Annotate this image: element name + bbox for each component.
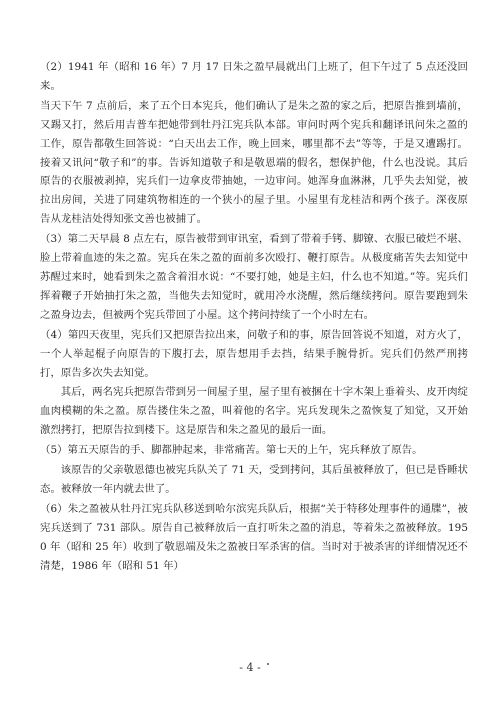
paragraph-5: 其后，两名宪兵把原告带到另一间屋子里，屋子里有被捆在十字木架上垂着头、皮开肉绽血肉模糊的朱之盈。原告搂住朱之盈，叫着他的名字。宪兵发现朱之盈恢复了知觉，又开始激烈拷打，把原告拉到楼下。这是原告和朱之盈见的最后一面。 <box>40 386 468 437</box>
page-number: - 4 - <box>239 661 261 674</box>
paragraph-7: 该原告的父亲敬恩德也被宪兵队关了 71 天，受到拷问，其后虽被释放了，但已是昏睡状态。被释放一年内就去世了。 <box>40 464 468 495</box>
paragraph-6: （5）第五天原告的手、脚都肿起来，非常痛苦。第七天的上午，宪兵释放了原告。 <box>40 444 423 457</box>
scan-speck-mark <box>267 663 269 665</box>
paragraph-2: 当天下午 7 点前后，来了五个日本宪兵，他们确认了是朱之盈的家之后，把原告推到墙前，又踢又打，然后用吉普车把她带到牡丹江宪兵队本部。审问时两个宪兵和翻译讯问朱之盈的工作，原告都敬生回答说：“白天出去工作，晚上回来，哪里都不去”等等，于是又遭踢打。接着又讯问“敬子和”的事。告诉知道敬子和是敬恩端的假名，想保护他，什么也没说。其后原告的衣服被剥掉，宪兵们一边拿皮带抽她，一边审问。她浑身血淋淋，几乎失去知觉，被拉出房间，关进了同建筑物相连的一个狭小的屋子里。小屋里有龙桂洁和两个孩子。深夜原告从龙桂洁处得知张文善也被捕了。 <box>40 99 468 226</box>
paragraph-8: （6）朱之盈被从牡丹江宪兵队移送到哈尔滨宪兵队后，根据“关于特移处理事件的通牒”，被宪兵送到了 731 部队。原告自己被释放后一直打听朱之盈的消息，等着朱之盈被释放。1950 年（昭和 25 年）收到了敬恩端及朱之盈被日军杀害的信。当时对于被杀害的详细情况还不清楚，1986 年（昭和 51 年） <box>40 502 468 572</box>
paragraph-3: （3）第二天早晨 8 点左右，原告被带到审讯室，看到了带着手铐、脚镣、衣服已破烂不堪、脸上带着血迹的朱之盈。宪兵在朱之盈的面前多次殴打、鞭打原告。从极度痛苦失去知觉中苏醒过来时，她看到朱之盈含着泪水说：“不要打她，她是主妇，什么也不知道。”等。宪兵们挥着鞭子开始抽打朱之盈，当他失去知觉时，就用冷水浇醒，然后继续拷问。原告要跑到朱之盈身边去，但被两个宪兵带回了小屋。这个拷问持续了一个小时左右。 <box>40 233 468 321</box>
paragraph-1: （2）1941 年（昭和 16 年）7 月 17 日朱之盈早晨就出门上班了，但下午过了 5 点还没回来。 <box>40 61 468 92</box>
paragraph-4: （4）第四天夜里，宪兵们又把原告拉出来，问敬子和的事，原告回答说不知道，对方火了，一个人举起棍子向原告的下腹打去，原告想用手去挡，结果手腕骨折。宪兵们仍然严刑拷打，原告多次失去知觉。 <box>40 328 468 379</box>
document-body <box>40 58 468 576</box>
